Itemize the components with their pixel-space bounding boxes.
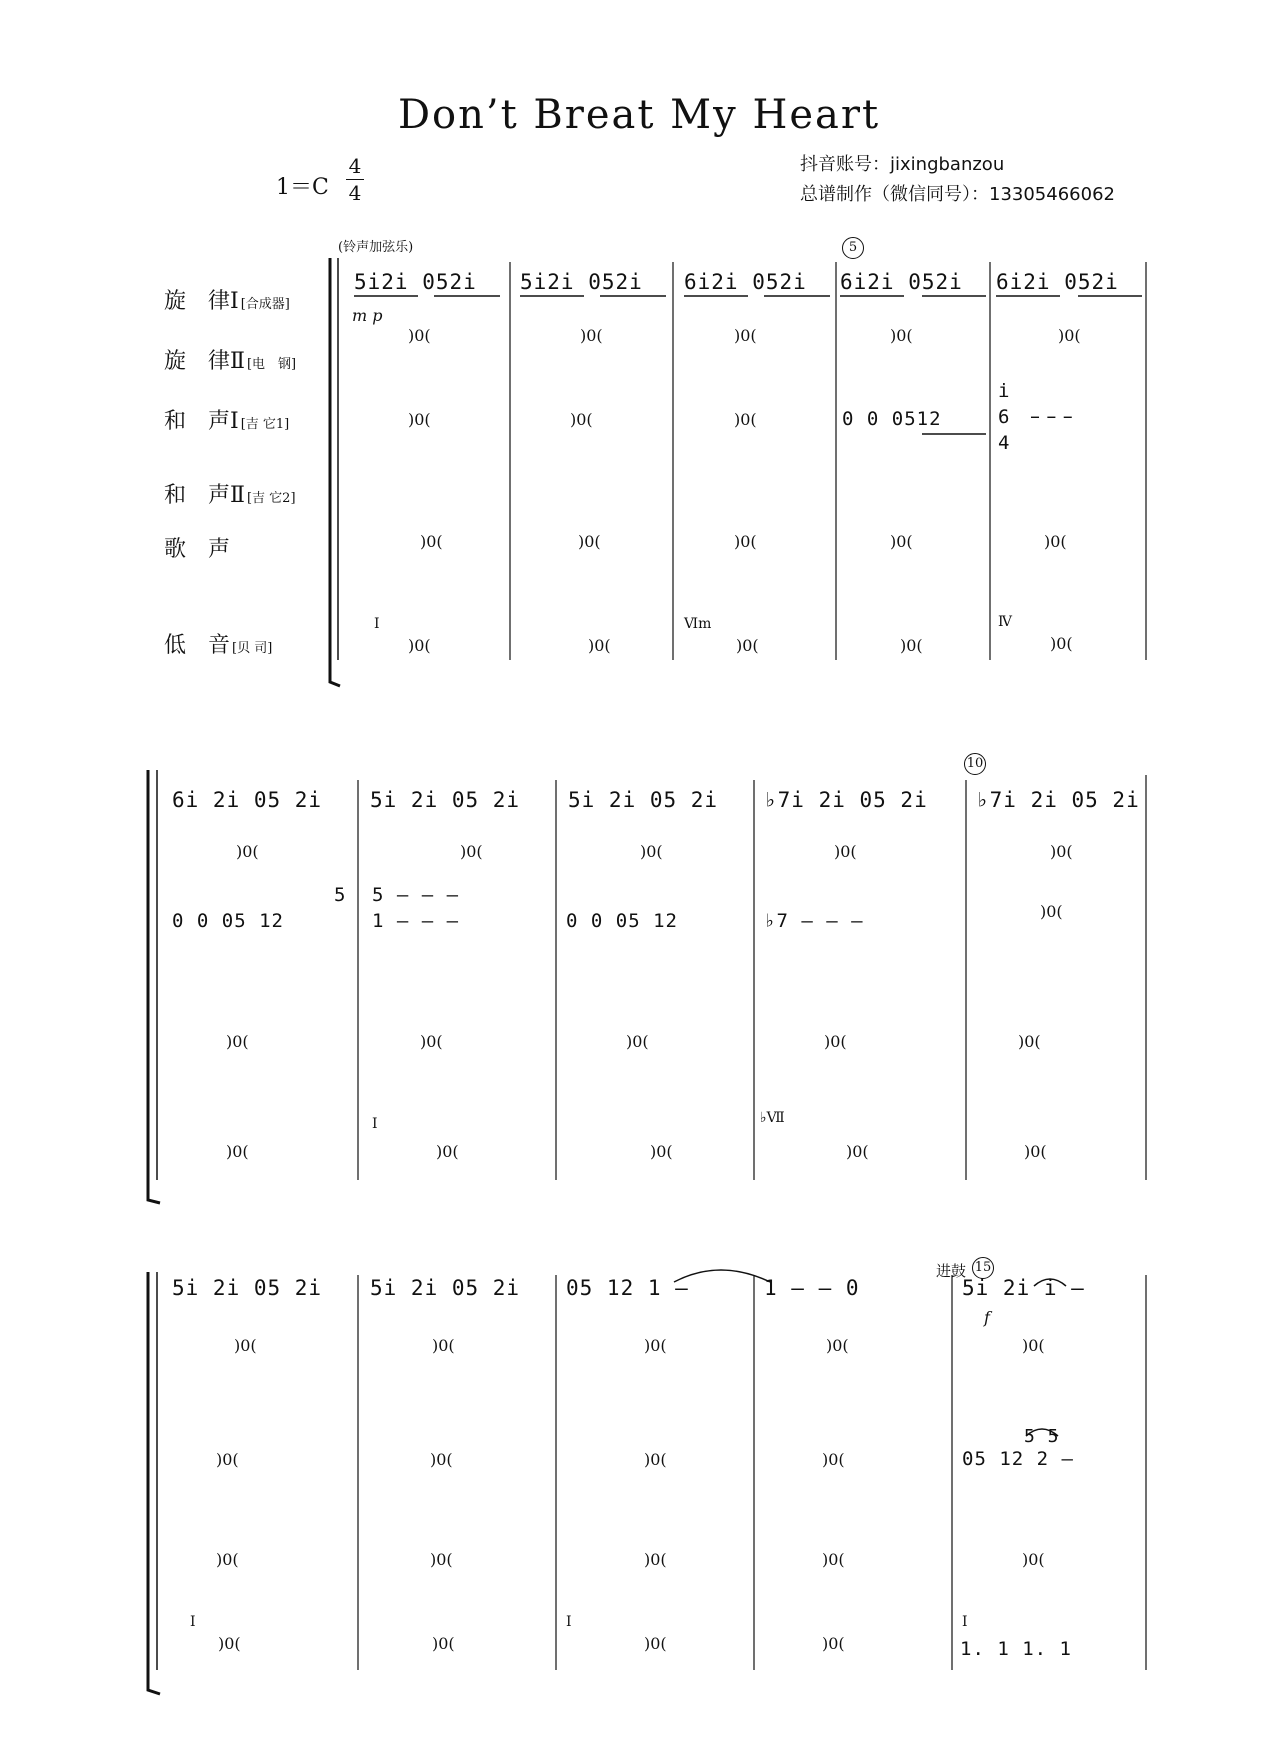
rest: )0( bbox=[226, 1032, 249, 1051]
rest: )0( bbox=[644, 1450, 667, 1469]
rest: )0( bbox=[822, 1634, 845, 1653]
s3-m5-harmony-top: 5 5 bbox=[1024, 1426, 1060, 1447]
s1-m1-melody: 5i2i 052i bbox=[354, 270, 477, 294]
rest: )0( bbox=[216, 1550, 239, 1569]
dynamic-mp: m p bbox=[352, 306, 383, 325]
time-denominator: 4 bbox=[348, 181, 362, 205]
s1-m5-harmony-top: i bbox=[998, 380, 1011, 402]
s2-m4-harmony: ♭7 – – – bbox=[764, 910, 864, 932]
s2-m1-harmony: 0 0 05 12 bbox=[172, 910, 284, 932]
label-melody2: 旋 律Ⅱ [电 钢] bbox=[164, 349, 297, 374]
rest: )0( bbox=[580, 326, 603, 345]
rest: )0( bbox=[734, 410, 757, 429]
rest: )0( bbox=[234, 1336, 257, 1355]
rest: )0( bbox=[846, 1142, 869, 1161]
time-numerator: 4 bbox=[348, 154, 362, 178]
rehearsal-mark-15: 15 bbox=[972, 1256, 994, 1279]
s2-m4-melody: ♭7i 2i 05 2i bbox=[764, 788, 928, 812]
rehearsal-mark-5: 5 bbox=[842, 236, 864, 259]
s3-m2-melody: 5i 2i 05 2i bbox=[370, 1276, 521, 1300]
key-signature: 1＝C bbox=[276, 175, 329, 200]
s1-m4-harmony: 0 0 0512 bbox=[842, 408, 942, 430]
rest: )0( bbox=[432, 1634, 455, 1653]
s3-m3-melody: 05 12 1 – bbox=[566, 1276, 689, 1300]
label-harmony2: 和 声Ⅱ [吉 它2] bbox=[164, 483, 296, 508]
rest: )0( bbox=[408, 326, 431, 345]
s1-m5-harmony-dashes: – – – bbox=[1030, 404, 1073, 428]
rest: )0( bbox=[1050, 842, 1073, 861]
rest: )0( bbox=[644, 1550, 667, 1569]
s1-m3-melody: 6i2i 052i bbox=[684, 270, 807, 294]
rest: )0( bbox=[626, 1032, 649, 1051]
intro-note: (铃声加弦乐) bbox=[338, 240, 414, 255]
s3-m5-harmony: 05 12 2 – bbox=[962, 1448, 1074, 1470]
rest: )0( bbox=[644, 1336, 667, 1355]
rest: )0( bbox=[734, 532, 757, 551]
rest: )0( bbox=[826, 1336, 849, 1355]
rehearsal-mark-10: 10 bbox=[964, 752, 986, 775]
chord-I: I bbox=[962, 1614, 968, 1630]
rest: )0( bbox=[460, 842, 483, 861]
chord-bVII: ♭Ⅶ bbox=[760, 1110, 785, 1126]
s3-m5-melody: 5i 2i i – bbox=[962, 1276, 1085, 1300]
s1-m2-melody: 5i2i 052i bbox=[520, 270, 643, 294]
rest: )0( bbox=[644, 1634, 667, 1653]
rest: )0( bbox=[1022, 1550, 1045, 1569]
rest: )0( bbox=[822, 1550, 845, 1569]
label-harmony1: 和 声Ⅰ [吉 它1] bbox=[164, 409, 290, 434]
rest: )0( bbox=[420, 1032, 443, 1051]
rest: )0( bbox=[734, 326, 757, 345]
rest: )0( bbox=[218, 1634, 241, 1653]
rest: )0( bbox=[430, 1450, 453, 1469]
rest: )0( bbox=[578, 532, 601, 551]
rest: )0( bbox=[408, 636, 431, 655]
rest: )0( bbox=[890, 326, 913, 345]
s2-m1-harmony-top: 5 bbox=[334, 884, 347, 906]
rest: )0( bbox=[216, 1450, 239, 1469]
douyin-account: 抖音账号：jixingbanzou bbox=[800, 154, 1005, 175]
s2-m5-melody: ♭7i 2i 05 2i bbox=[976, 788, 1140, 812]
chord-I: I bbox=[372, 1116, 378, 1132]
rest: )0( bbox=[640, 842, 663, 861]
rest: )0( bbox=[890, 532, 913, 551]
s2-m1-melody: 6i 2i 05 2i bbox=[172, 788, 323, 812]
rest: )0( bbox=[1058, 326, 1081, 345]
chord-IV: Ⅳ bbox=[998, 614, 1012, 630]
rest: )0( bbox=[824, 1032, 847, 1051]
s3-m1-melody: 5i 2i 05 2i bbox=[172, 1276, 323, 1300]
rest: )0( bbox=[1022, 1336, 1045, 1355]
rest: )0( bbox=[588, 636, 611, 655]
rest: )0( bbox=[834, 842, 857, 861]
rest: )0( bbox=[436, 1142, 459, 1161]
rest: )0( bbox=[1024, 1142, 1047, 1161]
chord-I: I bbox=[566, 1614, 572, 1630]
s1-m5-melody: 6i2i 052i bbox=[996, 270, 1119, 294]
rest: )0( bbox=[570, 410, 593, 429]
label-bass: 低 音 [贝 司] bbox=[164, 633, 273, 658]
chord-VIm: Ⅵm bbox=[684, 616, 712, 632]
s1-m5-harmony-bot: 4 bbox=[998, 432, 1011, 454]
s2-m2-harmony-top: 5 – – – bbox=[372, 884, 460, 906]
s2-m3-melody: 5i 2i 05 2i bbox=[568, 788, 719, 812]
s1-m4-melody: 6i2i 052i bbox=[840, 270, 963, 294]
score-maker: 总谱制作（微信同号）：13305466062 bbox=[800, 184, 1115, 205]
rest: )0( bbox=[1044, 532, 1067, 551]
s2-m3-harmony: 0 0 05 12 bbox=[566, 910, 678, 932]
score-title: Don’t Breat My Heart bbox=[397, 92, 881, 138]
jingu-label: 进鼓 bbox=[936, 1262, 967, 1280]
rest: )0( bbox=[822, 1450, 845, 1469]
rest: )0( bbox=[1018, 1032, 1041, 1051]
rest: )0( bbox=[236, 842, 259, 861]
rest: )0( bbox=[408, 410, 431, 429]
system2-bracket bbox=[148, 770, 160, 1203]
s3-m4-melody: 1 – – 0 bbox=[764, 1276, 860, 1300]
rest: )0( bbox=[736, 636, 759, 655]
rest: )0( bbox=[650, 1142, 673, 1161]
s2-m2-harmony: 1 – – – bbox=[372, 910, 460, 932]
dynamic-f: f bbox=[984, 1308, 990, 1327]
rest: )0( bbox=[430, 1550, 453, 1569]
rest: )0( bbox=[226, 1142, 249, 1161]
s2-m2-melody: 5i 2i 05 2i bbox=[370, 788, 521, 812]
rest: )0( bbox=[1040, 902, 1063, 921]
chord-I: I bbox=[190, 1614, 196, 1630]
label-vocal: 歌 声 bbox=[164, 537, 231, 562]
s3-m5-bass: 1. 1 1. 1 bbox=[960, 1638, 1072, 1660]
rest: )0( bbox=[1050, 634, 1073, 653]
s1-m5-harmony-mid: 6 bbox=[998, 406, 1011, 428]
system3-bracket bbox=[148, 1272, 160, 1694]
rest: )0( bbox=[900, 636, 923, 655]
label-melody1: 旋 律Ⅰ [合成器] bbox=[164, 289, 290, 314]
chord-I: I bbox=[374, 616, 380, 632]
rest: )0( bbox=[432, 1336, 455, 1355]
rest: )0( bbox=[420, 532, 443, 551]
